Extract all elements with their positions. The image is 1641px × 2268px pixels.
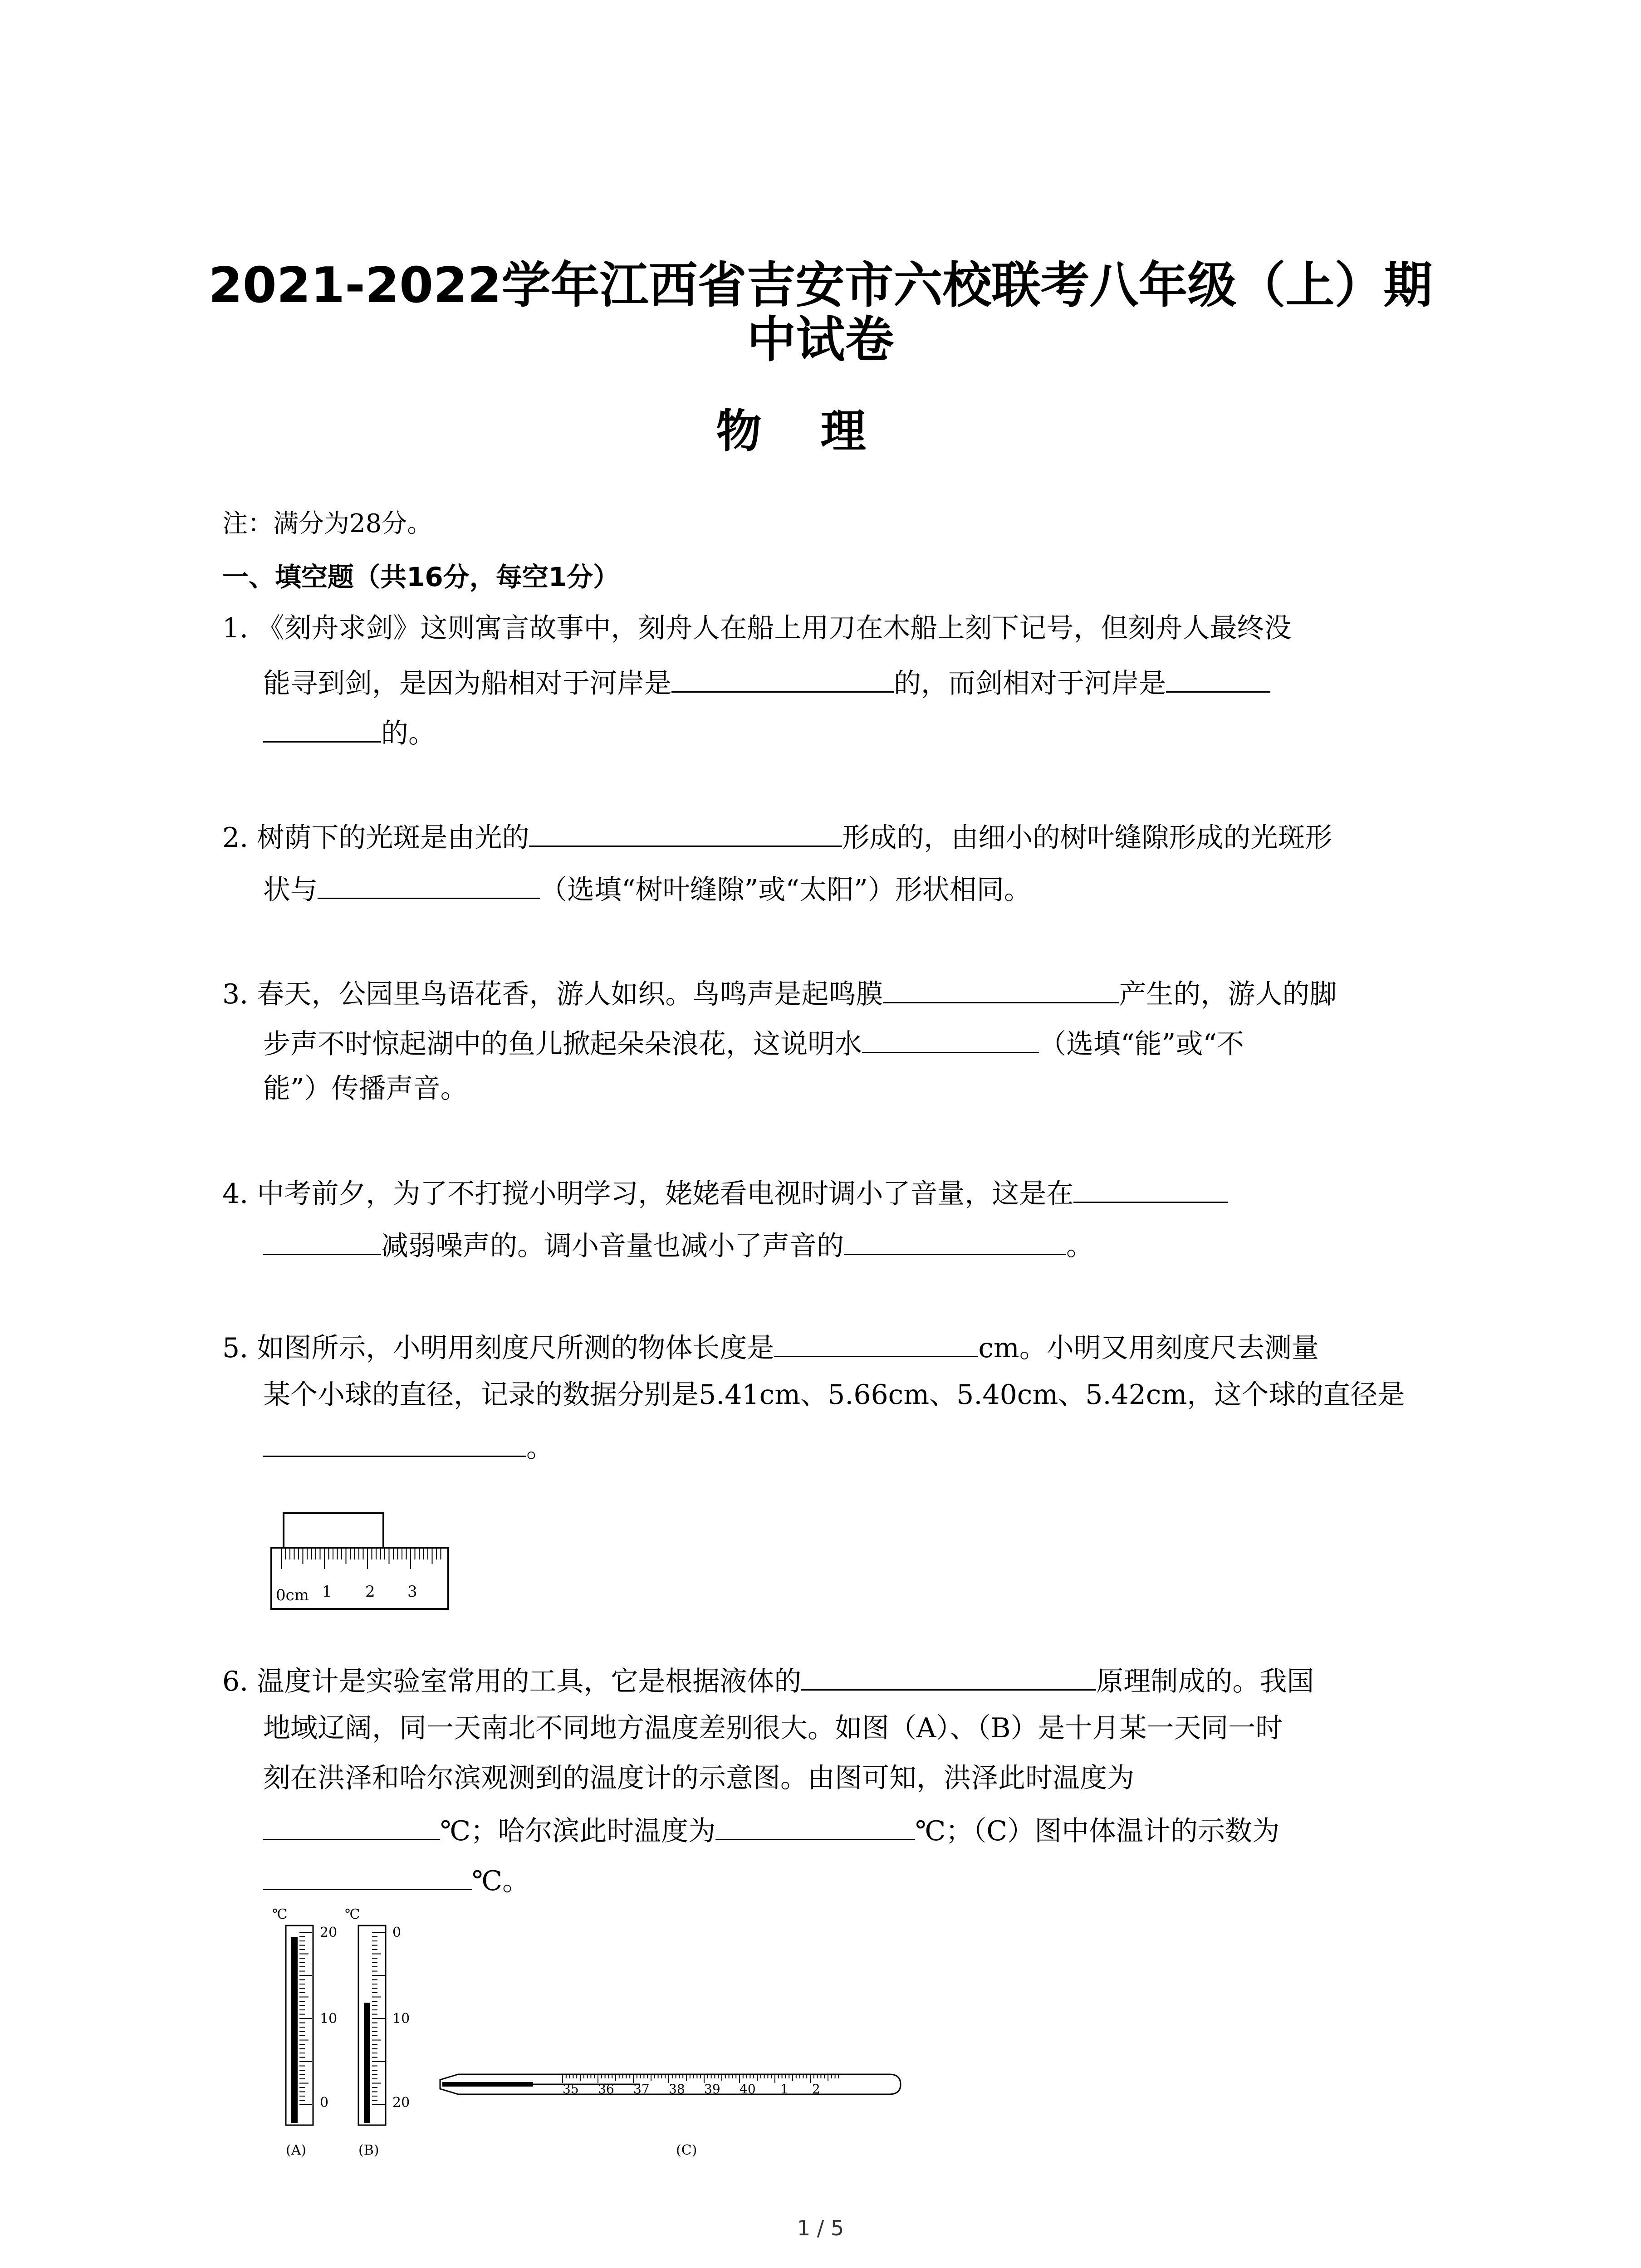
q6-text-b: 原理制成的。我国 [1096, 1666, 1314, 1697]
q3-blank-1[interactable] [883, 973, 1119, 1003]
ruler-figure [268, 1510, 458, 1619]
q6-blank-2[interactable] [263, 1810, 440, 1840]
q1-blank-2b[interactable] [263, 712, 381, 743]
q6-line4 [263, 1810, 1279, 1849]
q3-text-b: 产生的，游人的脚 [1119, 978, 1337, 1010]
score-note: 注：满分为28分。 [222, 509, 433, 538]
thermometer-c-tick-3: 38 [669, 2082, 685, 2097]
thermometer-b [345, 1906, 410, 2158]
q2-text-d: （选填“树叶缝隙”或“太阳”）形状相同。 [540, 874, 1031, 906]
thermometer-c-tick-4: 39 [704, 2082, 720, 2097]
q5-blank-1[interactable] [774, 1327, 978, 1357]
q4-text-b: 减弱噪声的。调小音量也减小了声音的 [381, 1230, 844, 1262]
thermometer-a [272, 1906, 337, 2158]
ruler-label-1: 1 [322, 1583, 332, 1601]
ruler-ticks [281, 1549, 441, 1569]
q6-text-e: ℃。 [472, 1865, 530, 1897]
thermometer-c-tick-2: 37 [633, 2082, 650, 2097]
q2-line1 [222, 816, 1332, 856]
q4-blank-1a[interactable] [1073, 1173, 1228, 1203]
thermometers-figure [268, 1901, 912, 2164]
q6-blank-1[interactable] [801, 1660, 1096, 1691]
q2-blank-1[interactable] [529, 816, 842, 847]
q6-line2: 地域辽阔，同一天南北不同地方温度差别很大。如图（A）、（B）是十月某一天同一时 [263, 1712, 1283, 1744]
thermometer-a-liquid [291, 1937, 298, 2123]
thermometer-c-tick-1: 36 [598, 2082, 614, 2097]
thermometer-b-tick-0: 0 [392, 1925, 402, 1941]
title-line-1: 2021-2022学年江西省吉安市六校联考八年级（上）期 [208, 257, 1433, 314]
q4-line2 [263, 1225, 1093, 1264]
q4-line1 [222, 1173, 1228, 1212]
thermometer-c-tick-5: 40 [740, 2082, 756, 2097]
thermometer-c-mercury [442, 2082, 533, 2087]
q3-text-d: （选填“能”或“不 [1039, 1028, 1244, 1060]
q3-text-a: 3. 春天，公园里鸟语花香，游人如织。鸟鸣声是起鸣膜 [222, 978, 883, 1010]
q1-blank-2a[interactable] [1166, 662, 1270, 693]
q1-blank-1[interactable] [671, 662, 894, 693]
q5-text-a: 5. 如图所示，小明用刻度尺所测的物体长度是 [222, 1332, 774, 1364]
thermometer-c [440, 2074, 901, 2158]
q1-line2 [263, 662, 1270, 702]
ruler-label-3: 3 [407, 1583, 417, 1601]
q5-line2: 某个小球的直径，记录的数据分别是5.41cm、5.66cm、5.40cm、5.42cm，这个球的直径是 [263, 1379, 1405, 1411]
q5-blank-2[interactable] [263, 1427, 526, 1457]
q4-blank-2[interactable] [844, 1225, 1066, 1255]
q5-line3 [263, 1427, 554, 1466]
thermometer-a-tick-0: 20 [320, 1925, 338, 1941]
q2-line2 [263, 869, 1031, 908]
q1-text-c: 的。 [381, 718, 436, 749]
q1-text-a: 能寻到剑，是因为船相对于河岸是 [263, 668, 671, 699]
thermometer-b-tick-2: 20 [392, 2095, 410, 2111]
q1-text-b: 的，而剑相对于河岸是 [894, 668, 1166, 699]
thermometer-a-unit: ℃ [272, 1906, 288, 1922]
thermometer-a-tick-1: 10 [320, 2011, 338, 2027]
thermometer-b-tick-1: 10 [392, 2011, 410, 2027]
q3-line2 [263, 1023, 1244, 1062]
q4-text-a: 4. 中考前夕，为了不打搅小明学习，姥姥看电视时调小了音量，这是在 [222, 1178, 1074, 1210]
q5-line1 [222, 1327, 1319, 1366]
section-heading: 一、填空题（共16分，每空1分） [222, 562, 620, 592]
thermometer-a-caption: (A) [286, 2142, 307, 2158]
thermometer-b-unit: ℃ [345, 1906, 360, 1922]
thermometer-c-tick-7: 2 [812, 2082, 820, 2097]
q6-line5 [263, 1860, 529, 1899]
q3-line3: 能”）传播声音。 [263, 1073, 468, 1105]
q4-blank-1b[interactable] [263, 1225, 381, 1255]
thermometer-c-tick-6: 1 [780, 2082, 789, 2097]
q6-text-a: 6. 温度计是实验室常用的工具，它是根据液体的 [222, 1666, 802, 1697]
q3-line1 [222, 973, 1337, 1012]
q6-text-c: ℃；哈尔滨此时温度为 [440, 1815, 716, 1847]
thermometer-c-tick-0: 35 [563, 2082, 579, 2097]
thermometer-a-tick-2: 0 [320, 2095, 329, 2111]
q6-text-d: ℃；（C）图中体温计的示数为 [915, 1815, 1280, 1847]
q2-text-b: 形成的，由细小的树叶缝隙形成的光斑形 [842, 822, 1332, 854]
q3-text-c: 步声不时惊起湖中的鱼儿掀起朵朵浪花，这说明水 [263, 1028, 862, 1060]
q1-line3 [263, 712, 436, 752]
q5-text-c: 。 [526, 1432, 554, 1464]
thermometer-b-liquid [364, 2003, 370, 2123]
thermometer-c-caption: (C) [676, 2142, 697, 2158]
q2-blank-2[interactable] [318, 869, 540, 899]
q1-line1: 1. 《刻舟求剑》这则寓言故事中，刻舟人在船上用刀在木船上刻下记号，但刻舟人最终没 [222, 612, 1292, 644]
ruler-label-0: 0cm [276, 1586, 309, 1604]
q3-blank-2[interactable] [862, 1023, 1039, 1053]
thermometer-b-caption: (B) [358, 2142, 379, 2158]
q6-line3: 刻在洪泽和哈尔滨观测到的温度计的示意图。由图可知，洪泽此时温度为 [263, 1762, 1134, 1794]
q4-text-c: 。 [1066, 1230, 1093, 1262]
measured-object [284, 1513, 383, 1548]
q6-blank-4[interactable] [263, 1860, 472, 1890]
ruler-label-2: 2 [365, 1583, 375, 1601]
page-number: 1 / 5 [797, 2216, 844, 2240]
q6-line1 [222, 1660, 1314, 1700]
q5-text-b: cm。小明又用刻度尺去测量 [978, 1332, 1319, 1364]
title-line-2: 中试卷 [747, 312, 894, 368]
subject-title: 物理 [716, 405, 925, 458]
q6-blank-3[interactable] [715, 1810, 915, 1840]
q2-text-a: 2. 树荫下的光斑是由光的 [222, 822, 529, 854]
q2-text-c: 状与 [263, 874, 318, 906]
